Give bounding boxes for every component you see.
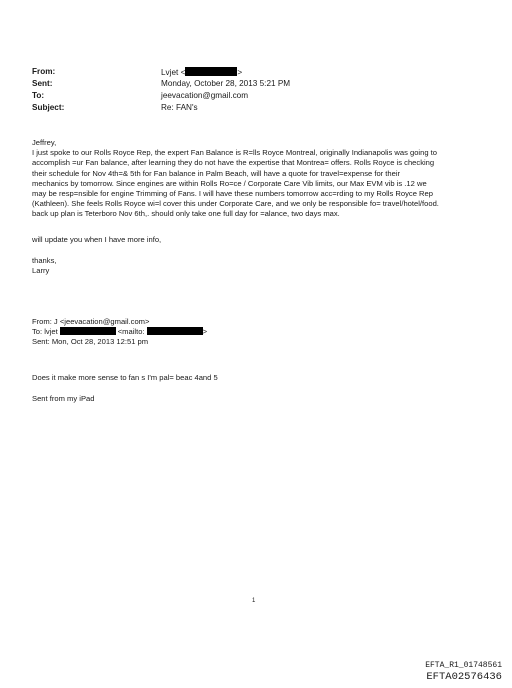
quoted-to-suffix: >	[202, 327, 207, 336]
quoted-from: From: J <jeevacation@gmail.com>	[32, 317, 150, 326]
subject-value: Re: FAN's	[161, 103, 198, 112]
body-line: mechanics by tomorrow. Since engines are within Rolls Ro=ce / Corporate Care Vib limits, our Max EVM vib is .12 we	[32, 178, 427, 188]
subject-label: Subject:	[32, 103, 65, 112]
quoted-sent: Sent: Mon, Oct 28, 2013 12:51 pm	[32, 337, 149, 346]
thanks-line: thanks,	[32, 256, 57, 265]
message-body	[32, 138, 482, 220]
body-line: may be resp=nsible for engine Trimming of Fans. I will have these numbers tomorrow acc=rding to my Rolls Royce Rep	[32, 189, 433, 199]
quoted-to	[32, 327, 207, 337]
body-line: (Kathleen). She feels Rolls Royce wi=l cover this under Corporate Care, and we only be responsible fo= travel/hotel/food.	[32, 199, 439, 209]
quoted-to-prefix: To: lvjet	[32, 327, 58, 336]
greeting: Jeffrey,	[32, 138, 57, 147]
bates-id-large: EFTA02576436	[426, 671, 502, 683]
to-label: To:	[32, 91, 45, 100]
body-line: back up plan is Teterboro Nov 6th,. should only take one full day for =alance, two days max.	[32, 209, 340, 219]
update-line: will update you when I have more info,	[32, 235, 162, 244]
redaction-box	[60, 327, 116, 335]
body-line: accomplish =ur Fan balance, after learning they do not have the expertise that Montrea= offers. Rolls Royce is checking	[32, 158, 435, 168]
redaction-box	[185, 67, 237, 76]
to-value: jeevacation@gmail.com	[161, 91, 249, 100]
quoted-to-mailto: <mailto:	[117, 327, 145, 336]
page-number: 1	[252, 598, 256, 604]
signature: Larry	[32, 266, 50, 275]
from-label: From:	[32, 67, 56, 76]
body-line: I just spoke to our Rolls Royce Rep, the expert Fan Balance is R=lls Royce Montreal, originally Indianapolis was going to	[32, 148, 437, 158]
sent-from-device: Sent from my iPad	[32, 394, 95, 403]
body-line: their schedule for Nov 4th=& 5th for Fan balance in Palm Beach, will have a quote for travel=expense for their	[32, 168, 401, 178]
bates-id-small: EFTA_R1_01748561	[425, 661, 502, 670]
sent-value: Monday, October 28, 2013 5:21 PM	[161, 79, 291, 88]
sent-label: Sent:	[32, 79, 53, 88]
from-suffix: >	[237, 68, 243, 77]
quoted-message: Does it make more sense to fan s I'm pal= beac 4and 5	[32, 373, 218, 382]
from-name: Lvjet <	[161, 68, 186, 77]
from-value	[161, 67, 242, 78]
redaction-box	[147, 327, 203, 335]
